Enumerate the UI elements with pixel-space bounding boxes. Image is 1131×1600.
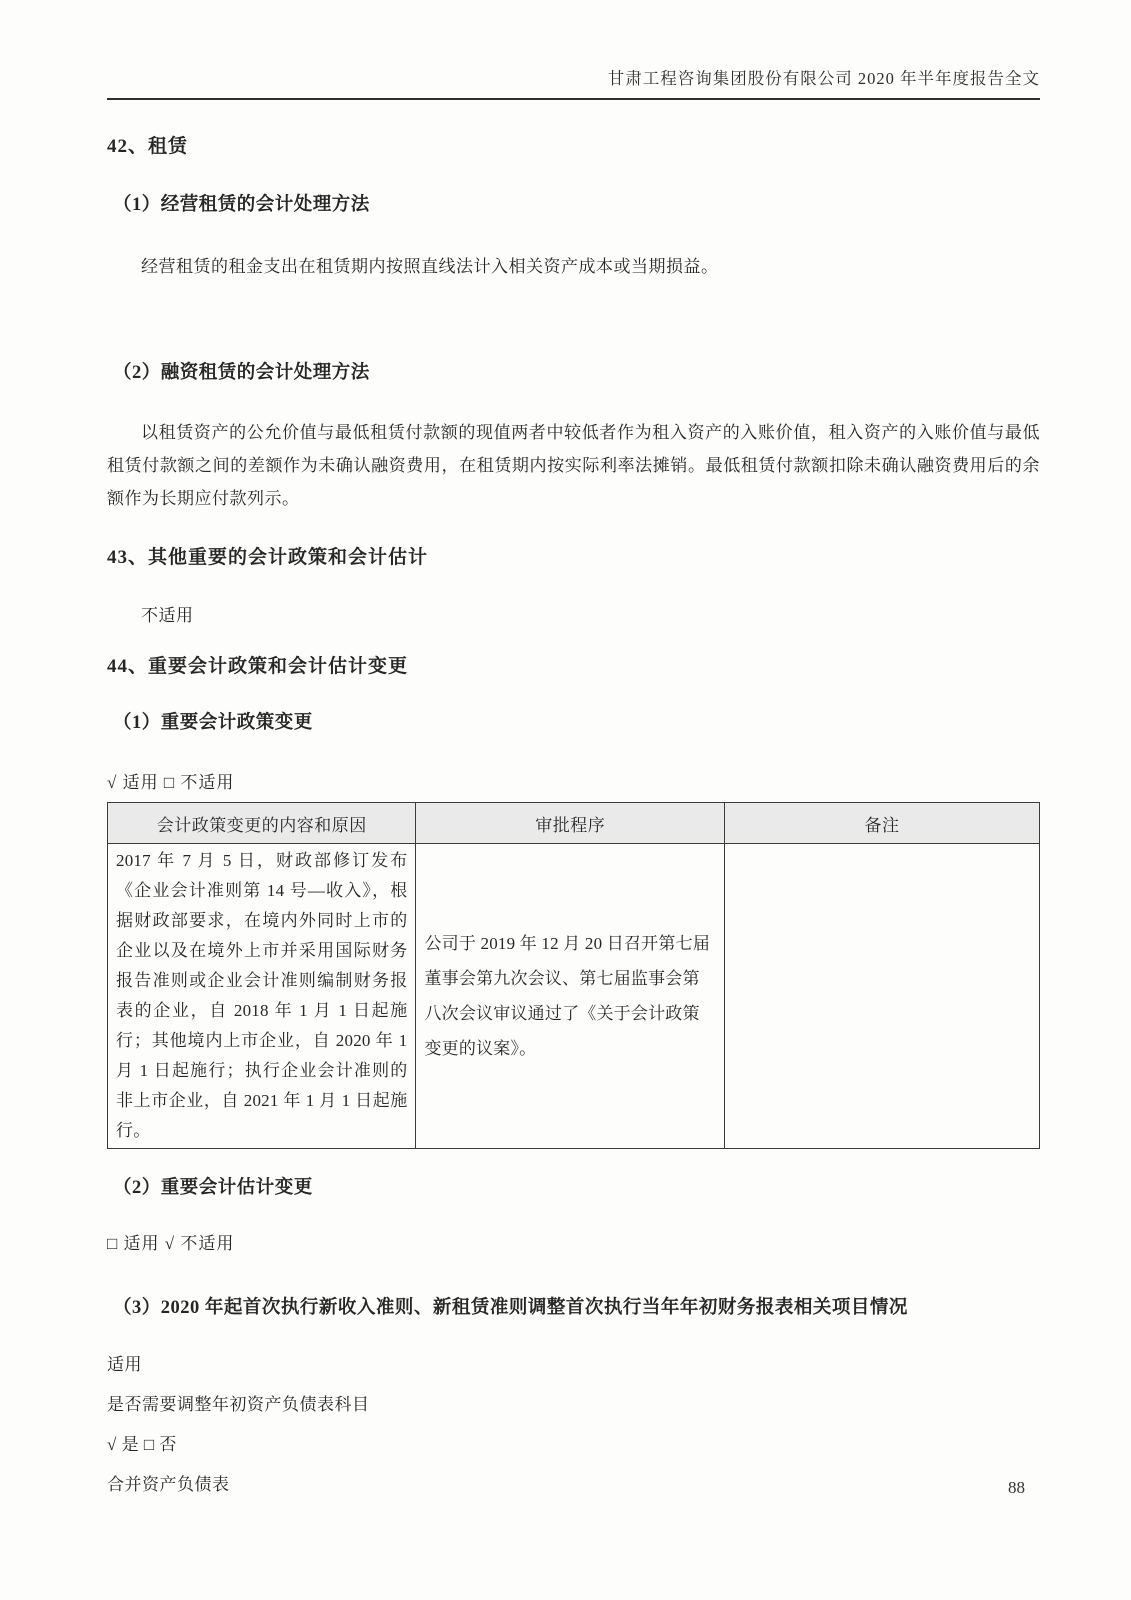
line-adjust-question: 是否需要调整年初资产负债表科目 — [107, 1395, 370, 1414]
column-header-content-reason: 会计政策变更的内容和原因 — [108, 803, 416, 844]
para-operating-lease: 经营租赁的租金支出在租赁期内按照直线法计入相关资产成本或当期损益。 — [141, 257, 719, 276]
applicability-policy-change: √ 适用 □ 不适用 — [107, 773, 235, 792]
cell-approval-procedure: 公司于 2019 年 12 月 20 日召开第七届董事会第九次会议、第七届监事会第八次会议审议通过了《关于会计政策变更的议案》。 — [416, 844, 724, 1149]
column-header-approval-procedure: 审批程序 — [416, 803, 724, 844]
table-row — [108, 844, 1040, 1149]
applicability-estimate-change: □ 适用 √ 不适用 — [107, 1234, 235, 1253]
page-number: 88 — [1008, 1478, 1025, 1497]
heading-section-43: 43、其他重要的会计政策和会计估计 — [107, 547, 429, 568]
para-finance-lease: 以租赁资产的公允价值与最低租赁付款额的现值两者中较低者作为租入资产的入账价值，租入资产的入账价值与最低租赁付款额之间的差额作为未确认融资费用，在租赁期内按实际利率法摊销。最低租赁付款额扣除未确认融资费用后的余额作为长期应付款列示。 — [107, 423, 1040, 508]
cell-note — [724, 844, 1039, 1149]
first-adoption-details — [107, 1345, 1040, 1505]
line-yes-no: √ 是 □ 否 — [107, 1435, 177, 1454]
heading-policy-change: （1）重要会计政策变更 — [113, 713, 313, 733]
heading-finance-lease: （2）融资租赁的会计处理方法 — [113, 363, 370, 383]
line-consolidated-balance-sheet: 合并资产负债表 — [107, 1475, 230, 1494]
report-header-title: 甘肃工程咨询集团股份有限公司 2020 年半年度报告全文 — [607, 69, 1040, 88]
column-header-note: 备注 — [724, 803, 1039, 844]
header-divider — [107, 98, 1040, 100]
table-header-row — [108, 803, 1040, 844]
heading-first-adoption: （3）2020 年起首次执行新收入准则、新租赁准则调整首次执行当年年初财务报表相关项目情况 — [113, 1298, 908, 1318]
line-applicable: 适用 — [107, 1355, 142, 1374]
heading-estimate-change: （2）重要会计估计变更 — [113, 1178, 313, 1198]
cell-change-content: 2017 年 7 月 5 日，财政部修订发布《企业会计准则第 14 号—收入》，根据财政部要求，在境内外同时上市的企业以及在境外上市并采用国际财务报告准则或企业会计准则编制财务报表的企业，自 2018 年 1 月 1 日起施行；其他境内上市企业，自 2020 年 1 月 1 日起施行；执行企业会计准则的非上市企业，自 2021 年 1 月 1 日起施行。 — [108, 844, 416, 1149]
heading-section-44: 44、重要会计政策和会计估计变更 — [107, 656, 409, 677]
heading-section-42: 42、租赁 — [107, 136, 189, 157]
policy-change-table — [107, 802, 1040, 1149]
heading-operating-lease: （1）经营租赁的会计处理方法 — [113, 195, 370, 215]
para-section-43-not-applicable: 不适用 — [141, 606, 194, 625]
